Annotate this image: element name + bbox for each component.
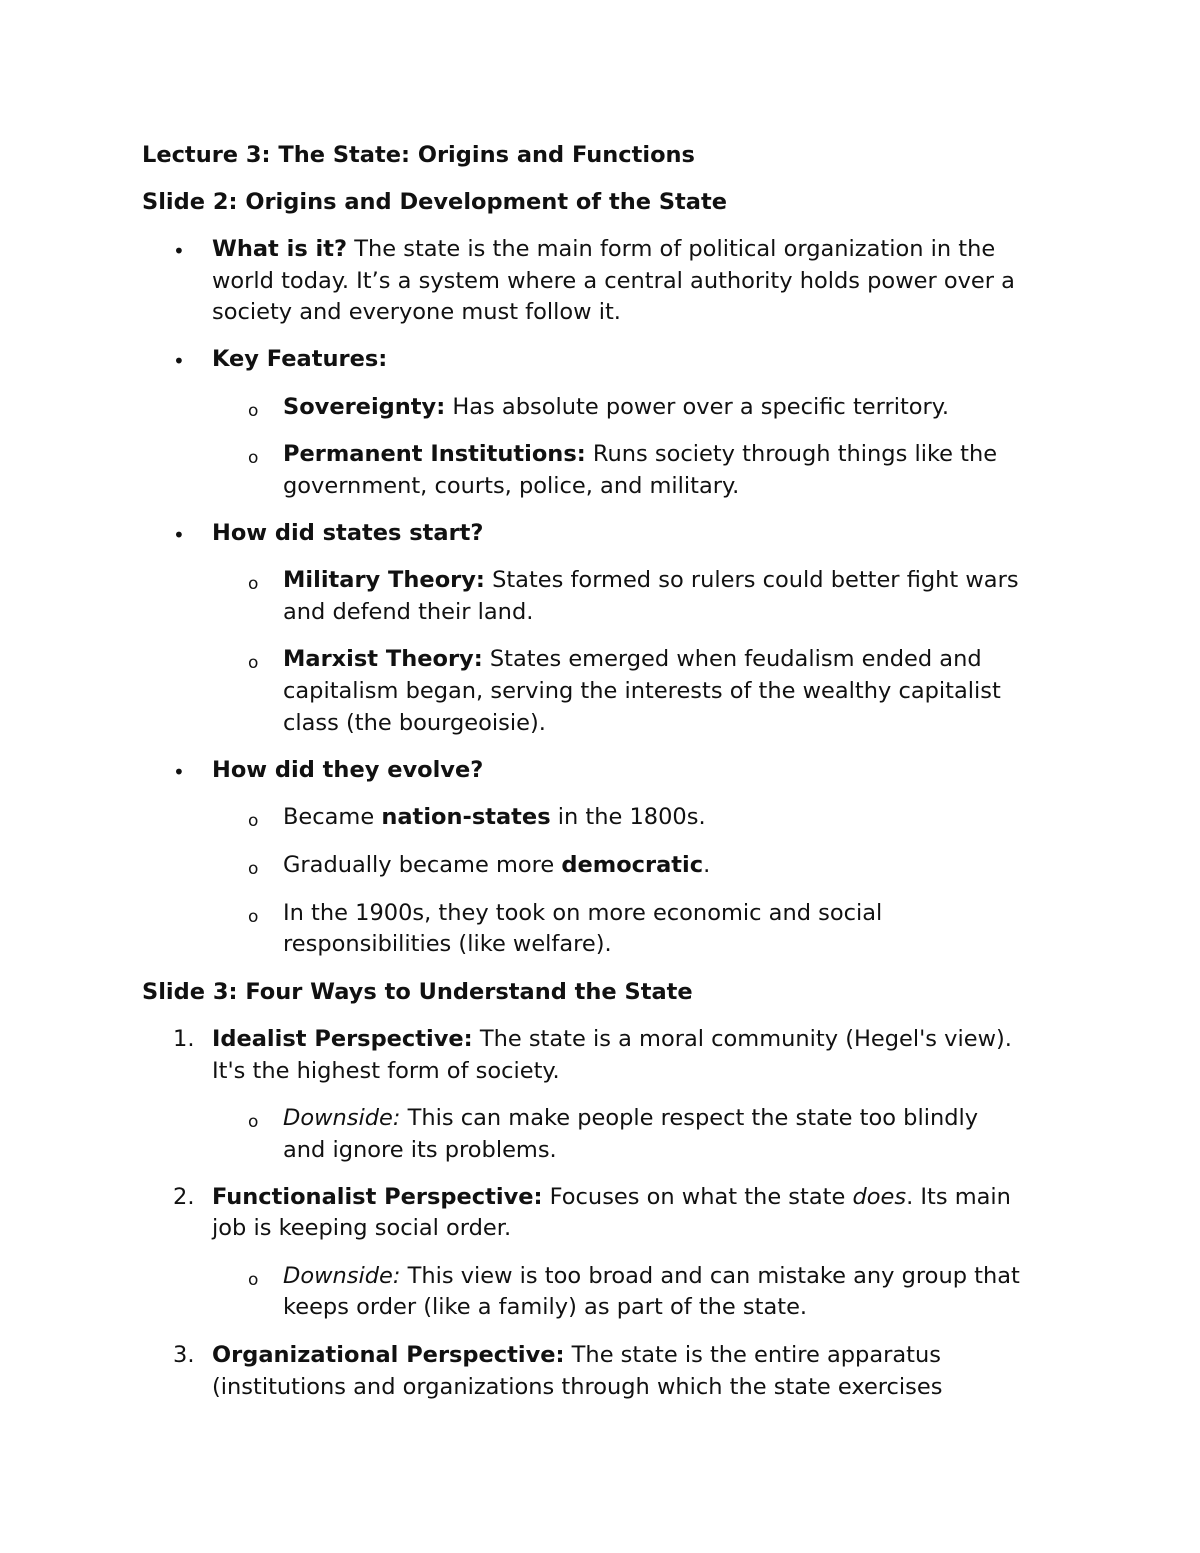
functionalist-label: Functionalist Perspective: [212, 1184, 543, 1210]
institutions-text: Runs society through things like the [585, 441, 998, 467]
functionalist-text-post: . Its main [906, 1184, 1011, 1210]
evolve-label: How did they evolve? [212, 757, 484, 783]
sovereignty-label: Sovereignty: [283, 394, 446, 420]
sub-bullet-icon: o [248, 1270, 259, 1290]
marxist-label: Marxist Theory: [283, 646, 483, 672]
evolve-item-2-bold: democratic [561, 852, 704, 878]
organizational-line1 [212, 1340, 941, 1372]
bullet-icon: • [173, 349, 185, 373]
what-is-it-line1 [212, 234, 995, 266]
bullet-icon: • [173, 523, 185, 547]
organizational-text: The state is the entire apparatus [564, 1342, 941, 1368]
key-features-label: Key Features: [212, 346, 388, 372]
institutions-line1 [283, 439, 997, 471]
idealist-text: The state is a moral community (Hegel's view). [472, 1026, 1012, 1052]
slide2-heading: Slide 2: Origins and Development of the State [142, 189, 728, 215]
list-number: 1. [173, 1026, 195, 1052]
functionalist-text-italic: does [852, 1184, 907, 1210]
sub-bullet-icon: o [248, 811, 259, 831]
marxist-line3: class (the bourgeoisie). [283, 710, 546, 736]
evolve-item-2 [283, 850, 710, 882]
list-number: 3. [173, 1342, 195, 1368]
idealist-line2: It's the highest form of society. [212, 1058, 560, 1084]
idealist-downside-line1 [283, 1103, 978, 1135]
evolve-item-1-pre: Became [283, 804, 382, 830]
military-line2: and defend their land. [283, 599, 534, 625]
evolve-item-2-pre: Gradually became more [283, 852, 562, 878]
marxist-text: States emerged when feudalism ended and [482, 646, 982, 672]
idealist-line1 [212, 1024, 1012, 1056]
list-number: 2. [173, 1184, 195, 1210]
organizational-line2: (institutions and organizations through which the state exercises [212, 1374, 943, 1400]
what-is-it-label: What is it? [212, 236, 348, 262]
sub-bullet-icon: o [248, 859, 259, 879]
bullet-icon: • [173, 239, 185, 263]
functionalist-downside-line2: keeps order (like a family) as part of the state. [283, 1294, 808, 1320]
what-is-it-text: The state is the main form of political organization in the [347, 236, 996, 262]
military-label: Military Theory: [283, 567, 485, 593]
idealist-label: Idealist Perspective: [212, 1026, 473, 1052]
idealist-downside-text: This can make people respect the state too blindly [400, 1105, 979, 1131]
sub-bullet-icon: o [248, 1112, 259, 1132]
functionalist-line1 [212, 1182, 1011, 1214]
marxist-line1 [283, 644, 982, 676]
bullet-icon: • [173, 760, 185, 784]
evolve-item-2-post: . [703, 852, 711, 878]
institutions-line2: government, courts, police, and military. [283, 473, 740, 499]
functionalist-text-pre: Focuses on what the state [542, 1184, 853, 1210]
military-line1 [283, 565, 1019, 597]
sub-bullet-icon: o [248, 907, 259, 927]
institutions-label: Permanent Institutions: [283, 441, 586, 467]
military-text: States formed so rulers could better fight wars [484, 567, 1019, 593]
idealist-downside-label: Downside: [283, 1105, 401, 1131]
sub-bullet-icon: o [248, 653, 259, 673]
sovereignty-item [283, 392, 949, 424]
slide3-heading: Slide 3: Four Ways to Understand the State [142, 979, 693, 1005]
functionalist-downside-label: Downside: [283, 1263, 401, 1289]
evolve-item-1-bold: nation-states [381, 804, 551, 830]
evolve-item-1 [283, 802, 706, 834]
evolve-item-3-line2: responsibilities (like welfare). [283, 931, 612, 957]
evolve-item-3-line1: In the 1900s, they took on more economic and social [283, 900, 883, 926]
marxist-line2: capitalism began, serving the interests of the wealthy capitalist [283, 678, 1001, 704]
what-is-it-line2: world today. It’s a system where a central authority holds power over a [212, 268, 1015, 294]
functionalist-downside-line1 [283, 1261, 1020, 1293]
what-is-it-line3: society and everyone must follow it. [212, 299, 621, 325]
functionalist-line2: job is keeping social order. [212, 1215, 512, 1241]
start-label: How did states start? [212, 520, 484, 546]
page-title: Lecture 3: The State: Origins and Functions [142, 142, 695, 168]
idealist-downside-line2: and ignore its problems. [283, 1137, 557, 1163]
evolve-item-1-post: in the 1800s. [550, 804, 706, 830]
sub-bullet-icon: o [248, 574, 259, 594]
sub-bullet-icon: o [248, 448, 259, 468]
organizational-label: Organizational Perspective: [212, 1342, 565, 1368]
sovereignty-text: Has absolute power over a specific territory. [445, 394, 950, 420]
sub-bullet-icon: o [248, 401, 259, 421]
functionalist-downside-text: This view is too broad and can mistake any group that [400, 1263, 1020, 1289]
